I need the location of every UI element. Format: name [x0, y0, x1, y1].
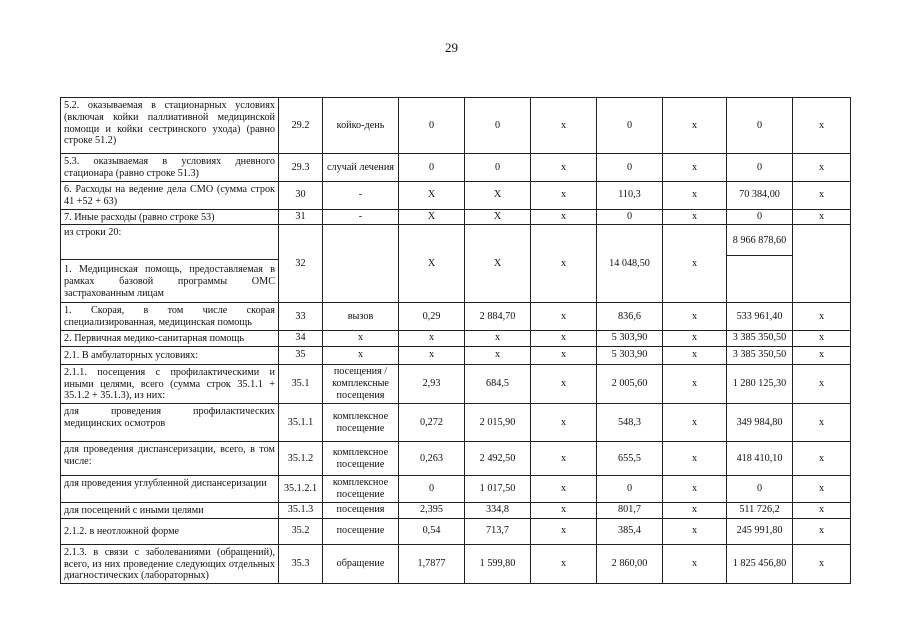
cell-c6: 0: [727, 209, 793, 225]
cell-c4: 385,4: [597, 518, 663, 544]
cell-unit: посещение: [323, 518, 399, 544]
cell-c5: х: [663, 209, 727, 225]
cell-c2: Х: [465, 225, 531, 302]
cell-c2: 334,8: [465, 502, 531, 518]
cell-c7: х: [793, 476, 851, 503]
row-description: 7. Иные расходы (равно строке 53): [61, 209, 279, 225]
section-heading: из строки 20:: [61, 225, 278, 260]
row-description: для посещений с иными целями: [61, 502, 279, 518]
cell-c5: х: [663, 442, 727, 476]
cell-c5: х: [663, 98, 727, 154]
cell-c2: х: [465, 346, 531, 364]
cell-c4: 836,6: [597, 302, 663, 330]
row-description: 2.1. В амбулаторных условиях:: [61, 346, 279, 364]
cell-num: 35.1: [279, 364, 323, 403]
cell-c7: х: [793, 98, 851, 154]
cell-c4: 5 303,90: [597, 346, 663, 364]
cell-c3: х: [531, 225, 597, 302]
cell-c4: 0: [597, 154, 663, 182]
cell-c4: 548,3: [597, 404, 663, 442]
table-row: [61, 182, 851, 210]
cell-c2: Х: [465, 209, 531, 225]
cell-c1: 0,272: [399, 404, 465, 442]
cell-c2: 713,7: [465, 518, 531, 544]
cell-c2: 684,5: [465, 364, 531, 403]
cell-c2: 2 884,70: [465, 302, 531, 330]
cell-c1: 0,54: [399, 518, 465, 544]
table-row: [61, 502, 851, 518]
cell-c5: х: [663, 364, 727, 403]
cell-c5: х: [663, 330, 727, 346]
cell-c2: 0: [465, 98, 531, 154]
cell-c2: 2 015,90: [465, 404, 531, 442]
cell-c7: х: [793, 364, 851, 403]
cell-num: 31: [279, 209, 323, 225]
cell-c4: 801,7: [597, 502, 663, 518]
cell-c7: х: [793, 302, 851, 330]
cell-c3: х: [531, 346, 597, 364]
table-row: [61, 302, 851, 330]
cell-unit: посещения: [323, 502, 399, 518]
cell-num: 29.3: [279, 154, 323, 182]
cell-c6: 0: [727, 98, 793, 154]
page-number: 29: [445, 40, 458, 55]
table-row: [61, 209, 851, 225]
section-description: 1. Медицинская помощь, предоставляемая в рамках базовой программы ОМС застрахованным лицам: [64, 264, 275, 300]
cell-c2: 0: [465, 154, 531, 182]
cell-c7: х: [793, 502, 851, 518]
cell-unit: койко-день: [323, 98, 399, 154]
cell-unit: -: [323, 209, 399, 225]
cell-c7: х: [793, 330, 851, 346]
cell-c6: 0: [727, 154, 793, 182]
cell-c2: 1 017,50: [465, 476, 531, 503]
cell-c1: 1,7877: [399, 544, 465, 583]
cell-c6: 1 825 456,80: [727, 544, 793, 583]
cell-c6: 70 384,00: [727, 182, 793, 210]
cell-unit: посещения / комплексные посещения: [323, 364, 399, 403]
cell-c6: 0: [727, 476, 793, 503]
cell-c1: 2,395: [399, 502, 465, 518]
row-description: 5.2. оказываемая в стационарных условиях (включая койки паллиативной медицинской помощи и койки сестринского ухода) (равно строке 51.2): [61, 98, 279, 154]
row-description: 5.3. оказываемая в условиях дневного стационара (равно строке 51.3): [61, 154, 279, 182]
cell-c3: х: [531, 98, 597, 154]
cell-c3: х: [531, 502, 597, 518]
cell-c2: 2 492,50: [465, 442, 531, 476]
cell-c6: 3 385 350,50: [727, 346, 793, 364]
cell-unit: комплексное посещение: [323, 404, 399, 442]
cell-unit: х: [323, 330, 399, 346]
row-description: для проведения диспансеризации, всего, в том числе:: [61, 442, 279, 476]
cell-c1: 0,263: [399, 442, 465, 476]
cell-unit: [323, 225, 399, 302]
table-row: [61, 330, 851, 346]
cell-c7: х: [793, 442, 851, 476]
cell-num: 35.1.2: [279, 442, 323, 476]
cell-c7: х: [793, 182, 851, 210]
row-description: для проведения углубленной диспансеризации: [61, 476, 279, 503]
cell-c7: х: [793, 346, 851, 364]
cell-c3: х: [531, 302, 597, 330]
table-row: [61, 404, 851, 442]
cell-c3: х: [531, 544, 597, 583]
cell-unit: х: [323, 346, 399, 364]
cell-c7: х: [793, 209, 851, 225]
cell-c3: х: [531, 476, 597, 503]
row-description: 1. Скорая, в том числе скорая специализированная, медицинская помощь: [61, 302, 279, 330]
cell-c5: х: [663, 346, 727, 364]
cell-c1: Х: [399, 225, 465, 302]
cell-c3: х: [531, 364, 597, 403]
row-description: 2.1.1. посещения с профилактическими и иными целями, всего (сумма строк 35.1.1 + 35.1.2 + 35.1.3), из них:: [61, 364, 279, 403]
cell-c3: х: [531, 209, 597, 225]
cell-c1: х: [399, 330, 465, 346]
cell-c6: 3 385 350,50: [727, 330, 793, 346]
cell-c2: Х: [465, 182, 531, 210]
cell-c7: х: [793, 154, 851, 182]
cell-num: 33: [279, 302, 323, 330]
cell-c2: 1 599,80: [465, 544, 531, 583]
cell-c1: 0: [399, 476, 465, 503]
table-row: [61, 364, 851, 403]
cell-c5: х: [663, 225, 727, 302]
row-description: [61, 225, 279, 302]
table-row: [61, 154, 851, 182]
cell-unit: случай лечения: [323, 154, 399, 182]
cell-c6: 533 961,40: [727, 302, 793, 330]
cell-c5: х: [663, 544, 727, 583]
cell-unit: комплексное посещение: [323, 476, 399, 503]
cell-c4: 0: [597, 476, 663, 503]
cell-c6: 511 726,2: [727, 502, 793, 518]
cell-c4: 5 303,90: [597, 330, 663, 346]
cell-num: 35.3: [279, 544, 323, 583]
cell-c4: 0: [597, 98, 663, 154]
cell-unit: обращение: [323, 544, 399, 583]
cell-unit: комплексное посещение: [323, 442, 399, 476]
cell-c6: 1 280 125,30: [727, 364, 793, 403]
cell-c7: х: [793, 404, 851, 442]
table-row: [61, 518, 851, 544]
cell-c1: 0: [399, 154, 465, 182]
row-description: для проведения профилактических медицинских осмотров: [61, 404, 279, 442]
cell-c5: х: [663, 404, 727, 442]
cell-num: 35.2: [279, 518, 323, 544]
row-description: 2.1.3. в связи с заболеваниями (обращений), всего, из них проведение следующих отдельных диагностических (лабораторных): [61, 544, 279, 583]
cell-c4: 110,3: [597, 182, 663, 210]
cell-num: 35.1.1: [279, 404, 323, 442]
cell-c4: 655,5: [597, 442, 663, 476]
cell-c4: 14 048,50: [597, 225, 663, 302]
cell-c5: х: [663, 302, 727, 330]
table-row: [61, 346, 851, 364]
cell-c4: 2 005,60: [597, 364, 663, 403]
table-row: [61, 476, 851, 503]
cell-c3: х: [531, 404, 597, 442]
cell-c6: 349 984,80: [727, 404, 793, 442]
cell-c5: х: [663, 518, 727, 544]
table-row: [61, 442, 851, 476]
cell-c6: 418 410,10: [727, 442, 793, 476]
cell-num: 35: [279, 346, 323, 364]
cell-num: 32: [279, 225, 323, 302]
cell-c1: х: [399, 346, 465, 364]
cell-num: 35.1.2.1: [279, 476, 323, 503]
cell-c3: х: [531, 330, 597, 346]
cell-num: 30: [279, 182, 323, 210]
table-row: [61, 544, 851, 583]
cell-unit: -: [323, 182, 399, 210]
row-description: 6. Расходы на ведение дела СМО (сумма строк 41 +52 + 63): [61, 182, 279, 210]
cell-c2: х: [465, 330, 531, 346]
cell-c3: х: [531, 154, 597, 182]
cell-c1: Х: [399, 209, 465, 225]
cell-c7: х: [793, 544, 851, 583]
cell-c1: Х: [399, 182, 465, 210]
cell-c5: х: [663, 182, 727, 210]
cell-c1: 2,93: [399, 364, 465, 403]
row-description: 2. Первичная медико-санитарная помощь: [61, 330, 279, 346]
table-row: [61, 98, 851, 154]
cell-c1: 0: [399, 98, 465, 154]
cell-c5: х: [663, 476, 727, 503]
cell-c6: [727, 225, 793, 302]
cell-c4: 0: [597, 209, 663, 225]
cell-num: 34: [279, 330, 323, 346]
cell-num: 29.2: [279, 98, 323, 154]
cell-c5: х: [663, 154, 727, 182]
cell-c3: х: [531, 518, 597, 544]
cell-c5: х: [663, 502, 727, 518]
cell-c6: 245 991,80: [727, 518, 793, 544]
row-description: 2.1.2. в неотложной форме: [61, 518, 279, 544]
cell-c6-top: 8 966 878,60: [727, 225, 792, 256]
cell-num: 35.1.3: [279, 502, 323, 518]
cell-unit: вызов: [323, 302, 399, 330]
cell-c3: х: [531, 442, 597, 476]
cell-c7: х: [793, 518, 851, 544]
financing-table: [60, 97, 851, 584]
cell-c4: 2 860,00: [597, 544, 663, 583]
cell-c3: х: [531, 182, 597, 210]
table-row: [61, 225, 851, 302]
cell-c1: 0,29: [399, 302, 465, 330]
cell-c7: [793, 225, 851, 302]
